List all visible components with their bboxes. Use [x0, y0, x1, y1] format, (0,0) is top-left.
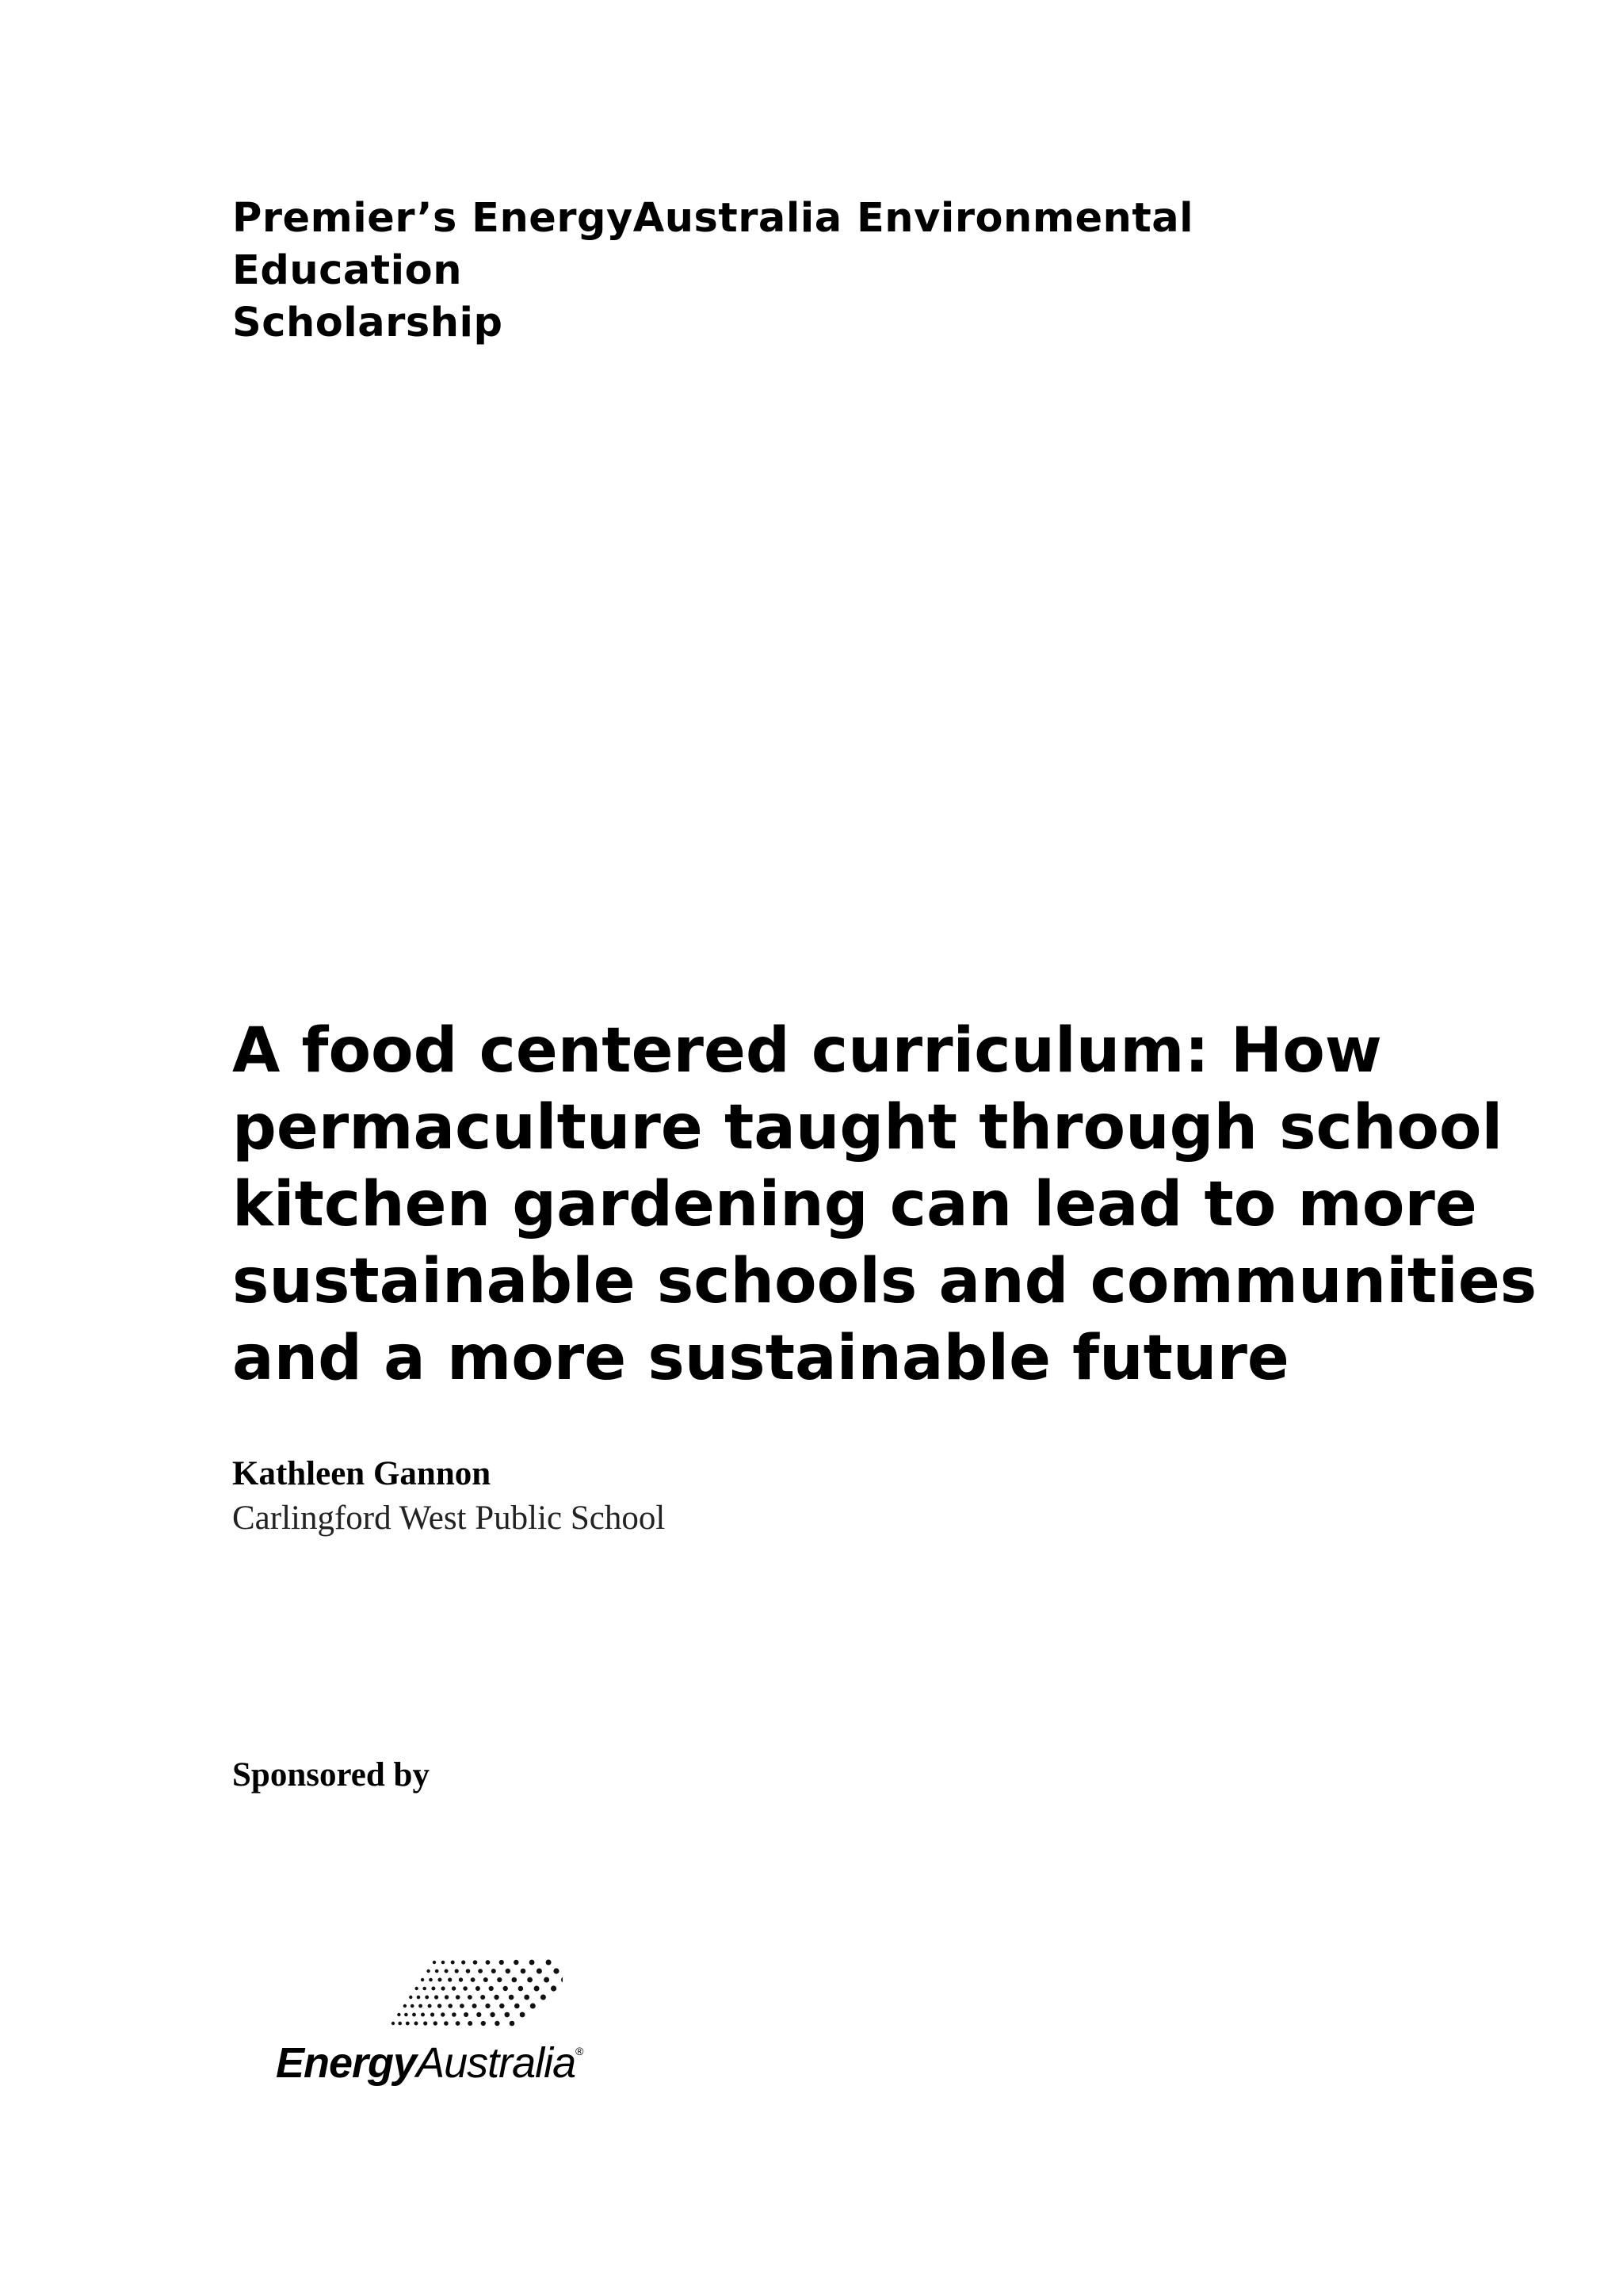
logo-dot — [472, 2004, 477, 2008]
logo-dot — [430, 2012, 434, 2016]
logo-dot — [422, 1987, 426, 1991]
logo-dot — [444, 2021, 449, 2026]
logo-dot — [441, 1961, 445, 1965]
logo-dot — [421, 2013, 425, 2017]
logo-dot — [540, 1995, 546, 2000]
logo-dot — [483, 1977, 488, 1982]
logo-dot — [448, 2004, 453, 2008]
logo-dot — [475, 1986, 480, 1991]
logo-dot — [521, 1969, 526, 1974]
logo-dot — [404, 2013, 408, 2017]
sponsored-by-label: Sponsored by — [232, 1756, 430, 1794]
logo-dot — [485, 2004, 490, 2008]
logo-dot — [451, 1961, 455, 1965]
logo-dot — [499, 1960, 504, 1965]
logo-dot — [551, 1985, 556, 1991]
logo-dot — [452, 1986, 456, 1990]
logo-dot — [391, 2022, 395, 2025]
logo-dot — [423, 2021, 427, 2025]
logo-dot — [476, 2012, 481, 2017]
logo-dot — [464, 2012, 468, 2017]
logo-dot — [503, 1986, 508, 1991]
logo-dot — [506, 1969, 510, 1973]
author-school: Carlingford West Public School — [232, 1499, 666, 1537]
logo-dot — [406, 2022, 410, 2026]
scholarship-header-line-2: Scholarship — [232, 300, 503, 346]
logo-dot — [433, 2021, 437, 2025]
logo-dot — [448, 1977, 452, 1981]
logo-dot — [411, 2004, 414, 2008]
logo-dot — [409, 1996, 412, 1999]
logo-dot — [486, 1960, 491, 1965]
logo-dot — [491, 1969, 496, 1973]
logo-dot — [435, 1969, 439, 1973]
logo-dot — [544, 1977, 549, 1983]
document-title — [232, 1013, 1537, 1397]
logo-dot-grid-icon — [388, 1958, 563, 2029]
logo-dot — [441, 1986, 445, 1990]
author-name: Kathleen Gannon — [232, 1455, 491, 1492]
logo-dot — [529, 1960, 535, 1966]
logo-dot — [505, 2012, 510, 2018]
logo-dot — [428, 2004, 432, 2008]
logo-dot — [468, 1995, 472, 2000]
logo-dot — [473, 1960, 478, 1965]
logo-dot — [514, 1960, 518, 1965]
logo-dot — [426, 1969, 430, 1973]
logo-wordmark-regular: Australia — [416, 2039, 576, 2087]
logo-dot — [445, 1995, 449, 1999]
logo-dot — [412, 2013, 416, 2017]
logo-dot — [534, 1986, 540, 1992]
logo-dot — [421, 1978, 424, 1981]
logo-dot — [530, 2004, 536, 2009]
logo-dot — [429, 1978, 433, 1982]
logo-dot — [509, 1995, 514, 2000]
logo-dot — [455, 1969, 459, 1973]
logo-dot — [437, 2004, 441, 2008]
logo-dot — [418, 2004, 422, 2008]
logo-dot — [445, 1969, 449, 1973]
logo-dot — [495, 2021, 499, 2026]
logo-dot — [433, 1961, 436, 1964]
logo-dot — [561, 1977, 563, 1982]
logo-dot — [497, 1977, 502, 1982]
logo-dot — [553, 1968, 559, 1973]
logo-dot — [520, 2012, 525, 2018]
logo-dot — [398, 2022, 402, 2026]
logo-dot — [460, 2004, 464, 2008]
logo-dot — [466, 1969, 471, 1973]
logo-dot — [452, 2012, 456, 2017]
logo-dot — [441, 2012, 445, 2016]
author-block — [232, 1452, 665, 1541]
logo-dot — [471, 1977, 475, 1982]
logo-dot — [524, 1995, 529, 2000]
logo-dot — [494, 1995, 498, 2000]
title-line-5: and a more sustainable future — [232, 1323, 1289, 1394]
logo-dot — [546, 1960, 552, 1966]
logo-dot — [415, 1987, 418, 1990]
title-line-2: permaculture taught through school — [232, 1092, 1503, 1163]
registered-mark: ® — [575, 2045, 583, 2057]
logo-dot — [468, 2021, 472, 2026]
logo-wordmark-bold: Energy — [276, 2039, 417, 2087]
logo-dot — [489, 1986, 494, 1991]
title-line-3: kitchen gardening can lead to more — [232, 1169, 1477, 1240]
logo-dot — [431, 1987, 435, 1991]
scholarship-header-line-1: Premier’s EnergyAustralia Environmental Education — [232, 195, 1194, 294]
title-line-4: sustainable schools and communities — [232, 1246, 1537, 1317]
logo-dot — [514, 2004, 520, 2009]
title-line-1: A food centered curriculum: How — [232, 1015, 1382, 1087]
logo-dot — [456, 1995, 460, 2000]
logo-dot — [463, 1986, 468, 1991]
energyaustralia-logo — [269, 1958, 586, 2092]
logo-dot — [480, 1995, 485, 2000]
logo-dot — [417, 1996, 421, 2000]
logo-dot — [438, 1978, 442, 1982]
logo-dot — [459, 1977, 463, 1981]
logo-dot — [425, 1996, 429, 2000]
logo-dot — [499, 2004, 504, 2008]
logo-dot — [456, 2021, 460, 2026]
logo-dot — [510, 2021, 515, 2027]
logo-dot — [527, 1977, 533, 1983]
scholarship-header — [232, 193, 1421, 350]
logo-dot — [512, 1977, 517, 1983]
logo-dot — [478, 1969, 483, 1973]
logo-dot — [490, 2012, 495, 2017]
logo-wordmark — [276, 2027, 583, 2087]
logo-dot — [537, 1969, 542, 1974]
logo-dot — [414, 2022, 418, 2026]
logo-dot — [434, 1995, 438, 1999]
logo-dot — [397, 2013, 400, 2016]
logo-dot — [461, 1960, 465, 1964]
logo-dot — [481, 2021, 486, 2026]
logo-dot — [518, 1986, 524, 1992]
logo-dot — [403, 2004, 407, 2008]
